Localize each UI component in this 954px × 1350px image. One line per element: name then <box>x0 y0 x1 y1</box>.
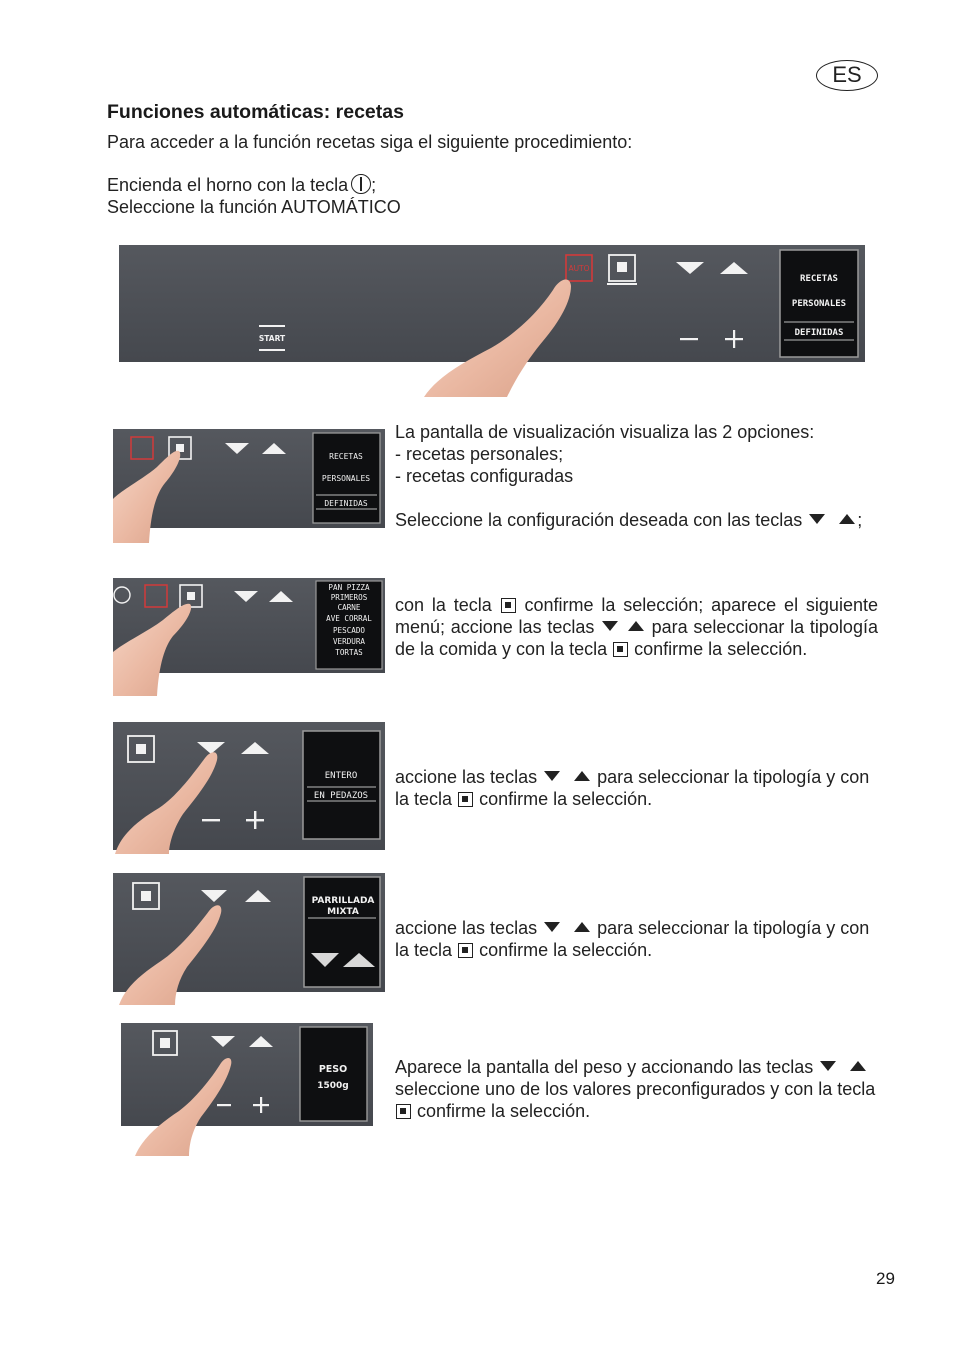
display-line: 1500g <box>317 1081 349 1091</box>
arrow-down-key-icon <box>544 922 560 932</box>
arrow-up-key-icon <box>628 621 644 631</box>
step-power <box>107 174 376 196</box>
dish-panel-figure <box>113 873 385 1005</box>
display-line: PRIMEROS <box>330 593 368 602</box>
arrow-up-key-icon <box>850 1061 866 1071</box>
step-power-suffix: ; <box>371 175 377 195</box>
confirm-menu-text-4: confirme la selección. <box>634 639 808 659</box>
confirm-key-icon <box>501 598 516 613</box>
food-display-screen <box>316 581 382 669</box>
display-line: EN PEDAZOS <box>313 791 369 801</box>
confirm-key-icon <box>613 642 628 657</box>
display-line: AVE CORRAL <box>326 614 372 623</box>
step-auto: Seleccione la función AUTOMÁTICO <box>107 197 401 217</box>
intro-text: Para acceder a la función recetas siga el siguiente procedimiento: <box>107 132 633 152</box>
display-line: ENTERO <box>324 771 358 781</box>
select-config-text <box>395 509 878 531</box>
display-line: DEFINIDAS <box>324 499 368 508</box>
weight-display-screen <box>300 1027 367 1121</box>
arrow-down-key-icon <box>544 771 560 781</box>
weight-text-1: Aparece la pantalla del peso y accionando las teclas <box>395 1057 814 1077</box>
step-power-text: Encienda el horno con la tecla <box>107 175 349 195</box>
arrow-up-key-icon <box>574 922 590 932</box>
food-panel-figure <box>113 578 385 696</box>
weight-text <box>395 1056 878 1122</box>
option-personal-line: - recetas personales; <box>395 444 564 464</box>
auto-key-label: AUTO <box>568 264 590 273</box>
select-config-suffix: ; <box>857 510 863 530</box>
typology-b-text-3: confirme la selección. <box>479 940 653 960</box>
language-badge: ES <box>816 60 878 91</box>
typology-a-text <box>395 766 878 810</box>
display-line: PERSONALES <box>791 299 847 309</box>
display-line: TORTAS <box>335 648 363 657</box>
cut-panel-figure <box>113 722 385 854</box>
typology-a-text-2: para seleccionar la tipología y con la tecla <box>395 767 870 809</box>
typology-b-text-2: para seleccionar la tipología y con la tecla <box>395 918 870 960</box>
display-line: PESCADO <box>332 626 366 635</box>
arrow-down-key-icon <box>602 621 618 631</box>
weight-text-3: confirme la selección. <box>417 1101 591 1121</box>
typology-a-text-3: confirme la selección. <box>479 789 653 809</box>
power-key-icon <box>351 174 371 194</box>
display-line: MIXTA <box>327 907 359 917</box>
recipes-panel-figure <box>113 429 385 544</box>
display-line: DEFINIDAS <box>794 328 844 338</box>
weight-text-2: seleccione uno de los valores preconfigurados y con la tecla <box>395 1079 876 1099</box>
display-options-text <box>395 421 878 487</box>
page-number: 29 <box>876 1269 895 1288</box>
option-configured-line: - recetas configuradas <box>395 466 574 486</box>
confirm-key-icon <box>396 1104 411 1119</box>
main-control-panel-figure <box>119 245 865 397</box>
typology-b-text <box>395 917 878 961</box>
confirm-menu-text-2: confirme la selección; aparece el siguiente menú; accione las teclas <box>395 595 878 637</box>
display-line: PARRILLADA <box>311 896 375 906</box>
start-key-label: START <box>258 334 286 343</box>
dish-display-screen <box>304 877 380 987</box>
display-line: PESO <box>318 1064 348 1075</box>
display-line: VERDURA <box>332 637 366 646</box>
display-line: PAN PIZZA <box>328 583 370 592</box>
minus-key-button[interactable] <box>217 1104 231 1106</box>
recipe-display-screen <box>313 433 380 523</box>
confirm-menu-text-3: para seleccionar la tipología de la comida y con la tecla <box>395 617 878 659</box>
display-line: RECETAS <box>329 452 363 461</box>
confirm-menu-text <box>395 594 878 660</box>
recipe-display-screen <box>780 250 858 357</box>
minus-key-button[interactable] <box>202 819 220 821</box>
arrow-down-key-icon <box>820 1061 836 1071</box>
cut-display-screen <box>303 731 380 839</box>
weight-panel-figure <box>121 1023 373 1156</box>
minus-key-button[interactable] <box>680 338 698 340</box>
display-line: RECETAS <box>800 274 838 284</box>
confirm-key-icon <box>458 943 473 958</box>
select-config-line: Seleccione la configuración deseada con las teclas <box>395 510 803 530</box>
arrow-up-key-icon <box>574 771 590 781</box>
arrow-up-key-icon <box>839 514 855 524</box>
confirm-menu-text-1: con la tecla <box>395 595 492 615</box>
display-line: CARNE <box>337 603 361 612</box>
typology-b-text-1: accione las teclas <box>395 918 538 938</box>
control-panel <box>119 245 865 362</box>
display-intro-line: La pantalla de visualización visualiza las 2 opciones: <box>395 422 815 442</box>
typology-a-text-1: accione las teclas <box>395 767 538 787</box>
section-title: Funciones automáticas: recetas <box>107 101 404 123</box>
confirm-key-icon <box>458 792 473 807</box>
arrow-down-key-icon <box>809 514 825 524</box>
display-line: PERSONALES <box>321 474 371 483</box>
